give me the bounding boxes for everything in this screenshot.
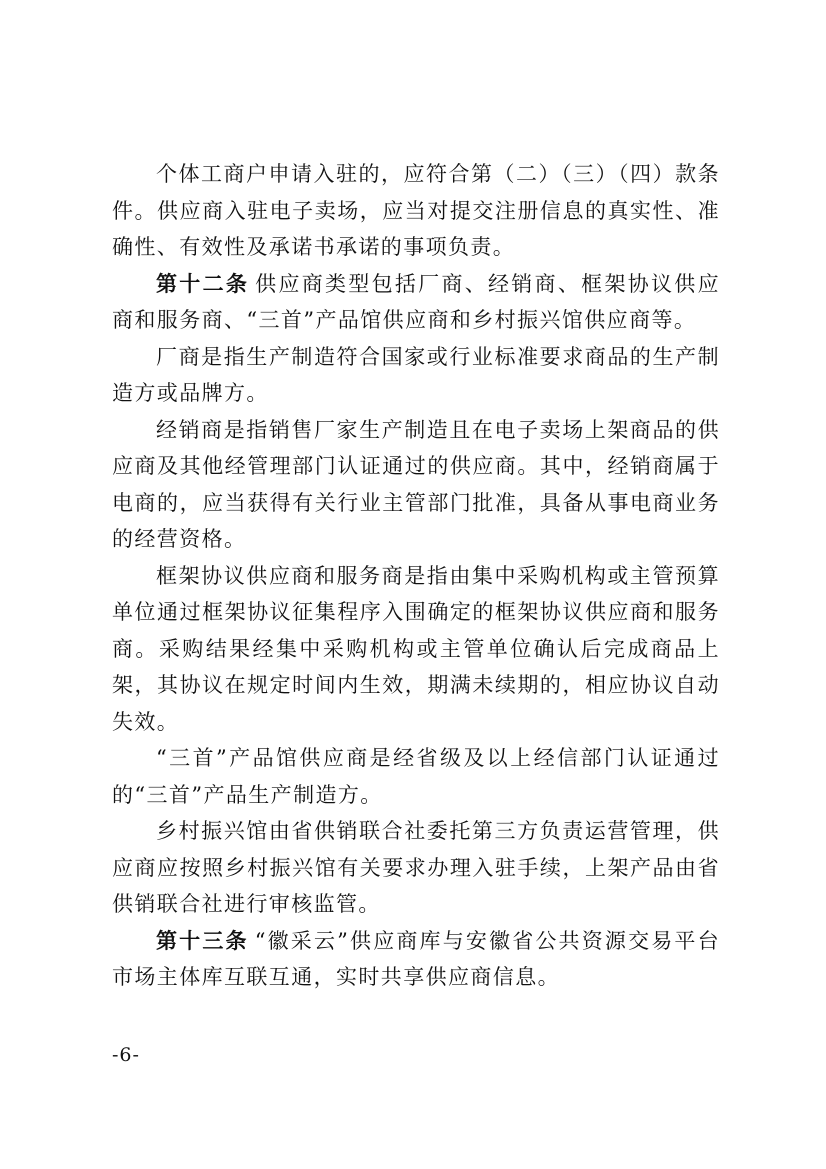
article-heading: 第十二条	[156, 270, 250, 296]
page-number: -6-	[112, 1044, 140, 1066]
document-body	[112, 156, 720, 996]
paragraph-text: 经销商是指销售厂家生产制造且在电子卖场上架商品的供应商及其他经管理部门认证通过的供应商。其中，经销商属于电商的，应当获得有关行业主管部门批准，具备从事电商业务的经营资格。	[112, 417, 720, 551]
paragraph-sanshou	[112, 740, 720, 813]
article-heading: 第十三条	[156, 927, 249, 953]
paragraph-text: 个体工商户申请入驻的，应符合第（二）（三）（四）款条件。供应商入驻电子卖场，应当对提交注册信息的真实性、准确性、有效性及承诺书承诺的事项负责。	[112, 162, 720, 259]
paragraph-distributor	[112, 412, 720, 558]
paragraph-text: 框架协议供应商和服务商是指由集中采购机构或主管预算单位通过框架协议征集程序入围确定的框架协议供应商和服务商。采购结果经集中采购机构或主管单位确认后完成商品上架，其协议在规定时间内生效，期满未续期的，相应协议自动失效。	[112, 563, 720, 734]
paragraph-framework	[112, 558, 720, 741]
paragraph-text: “三首”产品馆供应商是经省级及以上经信部门认证通过的“三首”产品生产制造方。	[112, 746, 720, 807]
paragraph-text: 供应商类型包括厂商、经销商、框架协议供应商和服务商、“三首”产品馆供应商和乡村振兴馆供应商等。	[112, 271, 720, 332]
paragraph-text: 厂商是指生产制造符合国家或行业标准要求商品的生产制造方或品牌方。	[112, 344, 720, 405]
paragraph-manufacturer	[112, 339, 720, 412]
paragraph-text: 乡村振兴馆由省供销联合社委托第三方负责运营管理，供应商应按照乡村振兴馆有关要求办理入驻手续，上架产品由省供销联合社进行审核监管。	[112, 819, 720, 916]
paragraph-article-12	[112, 266, 720, 339]
paragraph-text: “徽采云”供应商库与安徽省公共资源交易平台市场主体库互联互通，实时共享供应商信息。	[112, 928, 720, 989]
paragraph-article-13	[112, 923, 720, 996]
paragraph-rural	[112, 813, 720, 923]
paragraph-individual-business	[112, 156, 720, 266]
